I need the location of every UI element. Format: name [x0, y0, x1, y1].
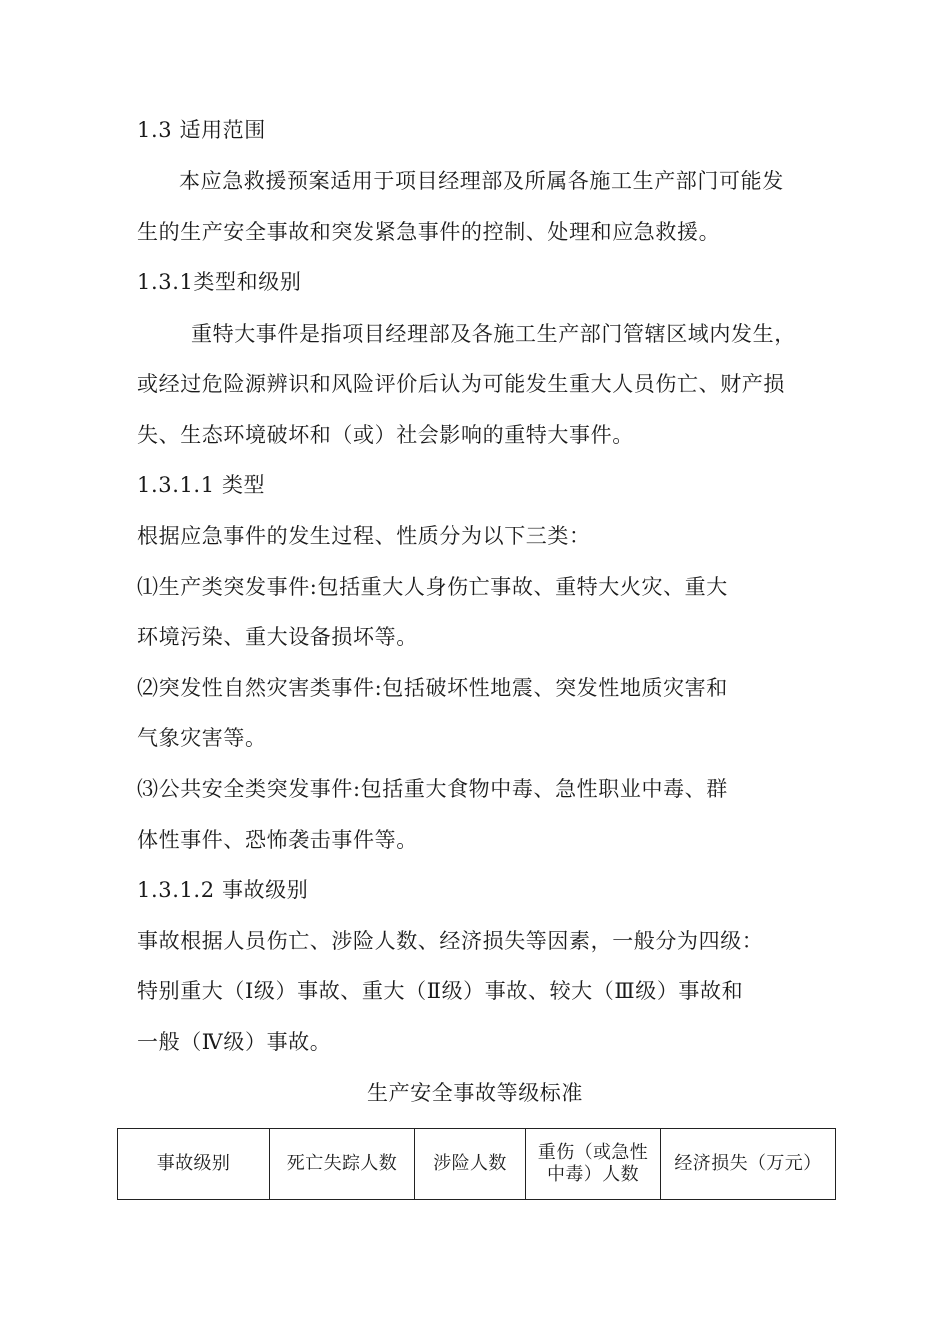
- levels-line-2: 特别重大（Ⅰ级）事故、重大（Ⅱ级）事故、较大（Ⅲ级）事故和: [137, 979, 744, 1003]
- levels-line-3: 一般（Ⅳ级）事故。: [137, 1030, 332, 1054]
- scope-paragraph-line-1: 本应急救援预案适用于项目经理部及所属各施工生产部门可能发: [179, 169, 784, 193]
- major-event-line-1: 重特大事件是指项目经理部及各施工生产部门管辖区域内发生，: [191, 322, 796, 346]
- type-item-1-line-1: ⑴生产类突发事件:包括重大人身伤亡事故、重特大火灾、重大: [137, 575, 728, 599]
- heading-scope: 1.3 适用范围: [137, 118, 266, 142]
- type-item-2-line-1: ⑵突发性自然灾害类事件:包括破坏性地震、突发性地质灾害和: [137, 676, 728, 700]
- table-title: 生产安全事故等级标准: [367, 1081, 583, 1105]
- table-header-cell: 经济损失（万元）: [661, 1129, 836, 1200]
- table-header-row: [118, 1129, 836, 1200]
- type-item-1-line-2: 环境污染、重大设备损坏等。: [137, 625, 418, 649]
- heading-accident-levels: 1.3.1.2 事故级别: [137, 878, 309, 902]
- major-event-line-2: 或经过危险源辨识和风险评价后认为可能发生重大人员伤亡、财产损: [137, 372, 785, 396]
- type-item-3-line-1: ⑶公共安全类突发事件:包括重大食物中毒、急性职业中毒、群: [137, 777, 728, 801]
- type-item-3-line-2: 体性事件、恐怖袭击事件等。: [137, 828, 418, 852]
- major-event-line-3: 失、生态环境破坏和（或）社会影响的重特大事件。: [137, 423, 634, 447]
- table-header-cell: 涉险人数: [415, 1129, 526, 1200]
- types-intro: 根据应急事件的发生过程、性质分为以下三类：: [137, 524, 591, 548]
- type-item-2-line-2: 气象灾害等。: [137, 726, 267, 750]
- accident-level-standard-table: [117, 1128, 836, 1200]
- table-header-cell: 死亡失踪人数: [270, 1129, 415, 1200]
- scope-paragraph-line-2: 生的生产安全事故和突发紧急事件的控制、处理和应急救援。: [137, 220, 721, 244]
- levels-line-1: 事故根据人员伤亡、涉险人数、经济损失等因素，一般分为四级：: [137, 929, 764, 953]
- heading-types: 1.3.1.1 类型: [137, 473, 266, 497]
- heading-types-and-levels: 1.3.1类型和级别: [137, 270, 302, 294]
- table-header-cell: 事故级别: [118, 1129, 270, 1200]
- table-header-cell: 重伤（或急性中毒）人数: [526, 1129, 661, 1200]
